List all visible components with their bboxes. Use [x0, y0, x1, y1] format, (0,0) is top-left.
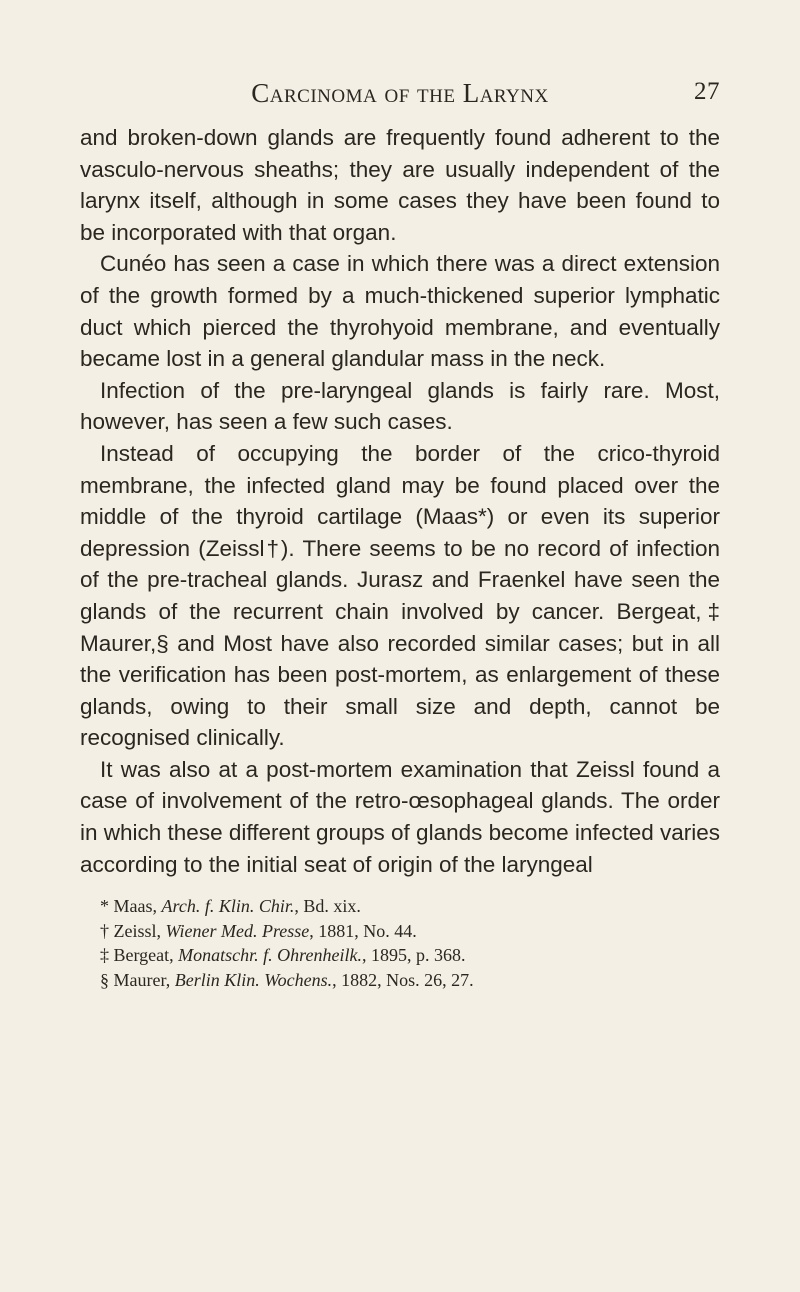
footnote-mark: §: [100, 969, 109, 990]
paragraph: Infection of the pre-laryngeal glands is fairly rare. Most, however, has seen a few such cases.: [80, 377, 720, 435]
footnote-detail: , 1881, No. 44.: [309, 920, 417, 941]
footnote-source: Berlin Klin. Wochens.: [174, 969, 333, 990]
footnotes: [80, 894, 720, 992]
running-head: [80, 72, 720, 116]
footnote-source: Wiener Med. Presse: [165, 920, 310, 941]
footnote-detail: , 1882, Nos. 26, 27.: [332, 969, 474, 990]
footnote-detail: , Bd. xix.: [294, 896, 361, 917]
page-number: 27: [694, 78, 720, 105]
book-page: [80, 72, 720, 992]
footnote-mark: ‡: [100, 945, 109, 966]
footnote: [100, 919, 720, 944]
footnote-mark: †: [100, 920, 109, 941]
footnote-detail: , 1895, p. 368.: [361, 945, 466, 966]
running-title: Carcinoma of the Larynx: [251, 78, 549, 108]
paragraph: Cunéo has seen a case in which there was a direct extension of the growth formed by a much-thickened superior lymphatic duct which pierced the thyrohyoid membrane, and eventually became lost in a general glandular mass in the neck.: [80, 251, 720, 372]
paragraph: It was also at a post-mortem examination that Zeissl found a case of involvement of the retro-œsophageal glands. The order in which these different groups of glands become infected varies according to the initial seat of origin of the laryngeal: [80, 756, 720, 877]
footnote: [100, 894, 720, 919]
footnote-author: Bergeat,: [113, 945, 174, 966]
footnote-source: Arch. f. Klin. Chir.: [161, 896, 295, 917]
paragraph: Instead of occupying the border of the crico-thyroid membrane, the infected gland may be found placed over the middle of the thyroid cartilage (Maas*) or even its superior depression (Zeissl†). There seems to be no record of infection of the pre-tracheal glands. Jurasz and Fraenkel have seen the glands of the recurrent chain involved by cancer. Bergeat,‡ Maurer,§ and Most have also recorded similar cases; but in all the verification has been post-mortem, as enlargement of these glands, owing to their small size and depth, cannot be recognised clinically.: [80, 440, 720, 751]
footnote: [100, 968, 720, 993]
footnote-mark: *: [100, 896, 109, 917]
footnote-source: Monatschr. f. Ohrenheilk.: [178, 945, 362, 966]
paragraph: and broken-down glands are frequently found adherent to the vasculo-nervous sheaths; they are usually independent of the larynx itself, although in some cases they have been found to be incorporated with that organ.: [80, 125, 720, 245]
footnote-author: Maas,: [113, 896, 157, 917]
footnote: [100, 943, 720, 968]
footnote-author: Maurer,: [113, 969, 171, 990]
footnote-author: Zeissl,: [113, 920, 161, 941]
body-text: [80, 122, 720, 880]
